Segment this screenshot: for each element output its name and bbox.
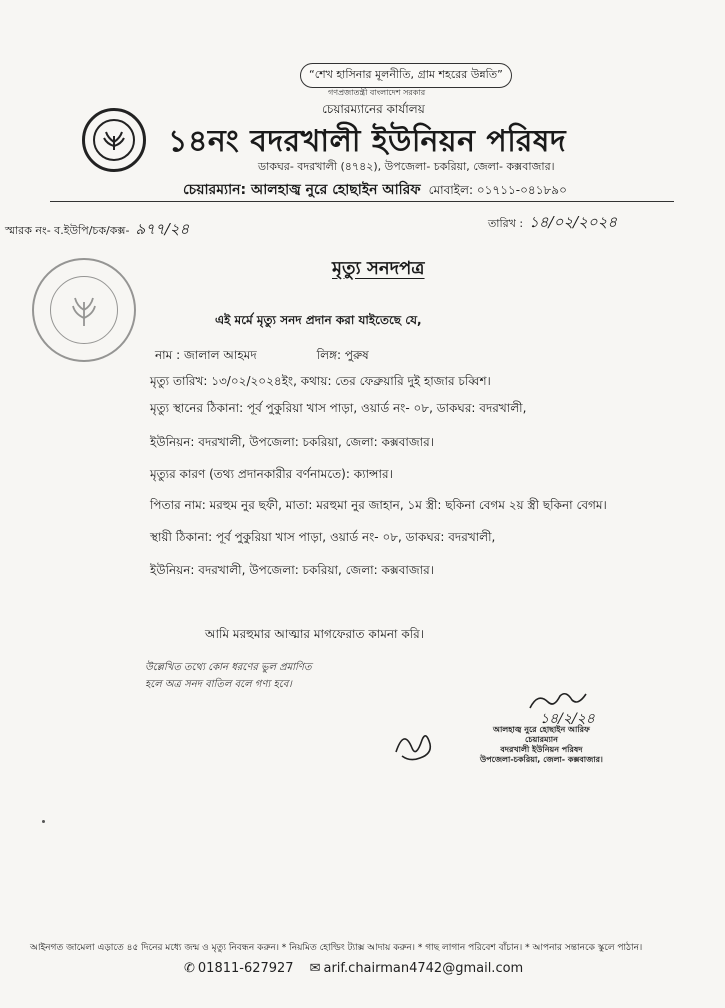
- death-place-line-1: মৃত্যু স্থানের ঠিকানা: পূর্ব পুকুরিয়া খাস পাড়া, ওয়ার্ড নং- ০৮, ডাকঘর: বদরখালী,: [150, 401, 527, 415]
- death-place-line-2: ইউনিয়ন: বদরখালী, উপজেলা: চকরিয়া, জেলা: কক্সবাজার।: [150, 435, 434, 449]
- council-name: ১৪নং বদরখালী ইউনিয়ন পরিষদ: [168, 124, 567, 159]
- email-icon: ✉: [309, 961, 321, 976]
- certificate-intro: এই মর্মে মৃত্যু সনদ প্রদান করা যাইতেছে যে,: [215, 313, 422, 327]
- parents-info: পিতার নাম: মরহুম নুর ছফী, মাতা: মরহুমা নুর জাহান, ১ম স্ত্রী: ছকিনা বেগম ২য় স্ত্রী ছকিনা বেগম।: [150, 498, 607, 512]
- government-line: গণপ্রজাতন্ত্রী বাংলাদেশ সরকার: [328, 88, 426, 97]
- council-address: ডাকঘর- বদরখালী (৪৭৪২), উপজেলা- চকরিয়া, জেলা- কক্সবাজার।: [258, 160, 555, 173]
- death-date: মৃত্যু তারিখ: ১৩/০২/২০২৪ইং, কথায়: তের ফেব্রুয়ারি দুই হাজার চব্বিশ।: [150, 374, 491, 388]
- office-title: চেয়ারম্যানের কার্যালয়: [322, 102, 425, 116]
- memo-label: স্মারক নং- ব.ইউপি/চক/কক্স-: [5, 224, 130, 237]
- signature-date: ১৪/২/২৪: [540, 711, 595, 727]
- footer-contact: [184, 961, 523, 976]
- signatory-council: বদরখালী ইউনিয়ন পরিষদ: [500, 745, 583, 754]
- slogan: “শেখ হাসিনার মূলনীতি, গ্রাম শহরের উন্নতি”: [300, 63, 512, 88]
- permanent-address-line-1: স্থায়ী ঠিকানা: পূর্ব পুকুরিয়া খাস পাড়া, ওয়ার্ড নং- ০৮, ডাকঘর: বদরখালী,: [150, 530, 496, 544]
- council-logo: [82, 108, 146, 172]
- seal-emblem-icon: [50, 276, 118, 344]
- ink-dot: [42, 820, 45, 823]
- death-cause: মৃত্যুর কারণ (তথ্য প্রদানকারীর বর্ণনামতে): ক্যান্সার।: [150, 467, 393, 481]
- date-label: তারিখ :: [488, 217, 524, 230]
- prayer-line: আমি মরহুমার আত্মার মাগফেরাত কামনা করি।: [205, 627, 425, 641]
- memo-value: ৯৭৭/২৪: [135, 220, 190, 238]
- footer-messages: আইনগত জামেলা এড়াতে ৪৫ দিনের মধ্যে জন্ম ও মৃত্যু নিবন্ধন করুন। * নিয়মিত হোল্ডিং ট্যাক্স আদায় করুন। * গাছ লাগান পরিবেশ বাঁচান। * আপনার সন্তানকে স্কুলে পাঠান।: [30, 943, 643, 953]
- name-gender-row: [155, 347, 369, 367]
- signatory-title: চেয়ারম্যান: [525, 735, 558, 744]
- footer-phone: 01811-627927: [197, 961, 294, 976]
- validity-note-line-2: হলে অত্র সনদ বাতিল বলে গণ্য হবে।: [145, 679, 292, 690]
- date-value: ১৪/০২/২০২৪: [529, 213, 618, 231]
- certificate-title: মৃত্যু সনদপত্র: [332, 258, 425, 279]
- deceased-gender: লিঙ্গ: পুরুষ: [316, 348, 369, 362]
- chairman-line: [183, 178, 567, 202]
- signatory-location: উপজেলা-চকরিয়া, জেলা- কক্সবাজার।: [480, 755, 603, 764]
- chairman-name: চেয়ারম্যান: আলহাজ্ব নুরে হোছাইন আরিফ: [183, 182, 421, 198]
- round-seal-stamp: [32, 258, 136, 362]
- deceased-name: নাম : জালাল আহমদ: [155, 348, 257, 362]
- validity-note: [145, 659, 311, 693]
- signatory-name: আলহাজ্ব নুরে হোছাইন আরিফ: [492, 725, 590, 734]
- header-divider: [50, 201, 674, 202]
- logo-emblem-icon: [93, 119, 135, 161]
- validity-note-line-1: উল্লেখিত তথ্যে কোন ধরণের ভুল প্রমাণিত: [145, 662, 312, 673]
- phone-icon: ✆: [184, 961, 195, 976]
- signature-block: [480, 725, 603, 765]
- chairman-mobile: মোবাইল: ০১৭১১-০৪১৮৯০: [428, 183, 567, 197]
- issue-date: [488, 211, 617, 236]
- footer-email: arif.chairman4742@gmail.com: [323, 961, 524, 976]
- left-signature: [390, 718, 440, 768]
- permanent-address-line-2: ইউনিয়ন: বদরখালী, উপজেলা: চকরিয়া, জেলা: কক্সবাজার।: [150, 563, 434, 577]
- memo-number: [5, 218, 189, 243]
